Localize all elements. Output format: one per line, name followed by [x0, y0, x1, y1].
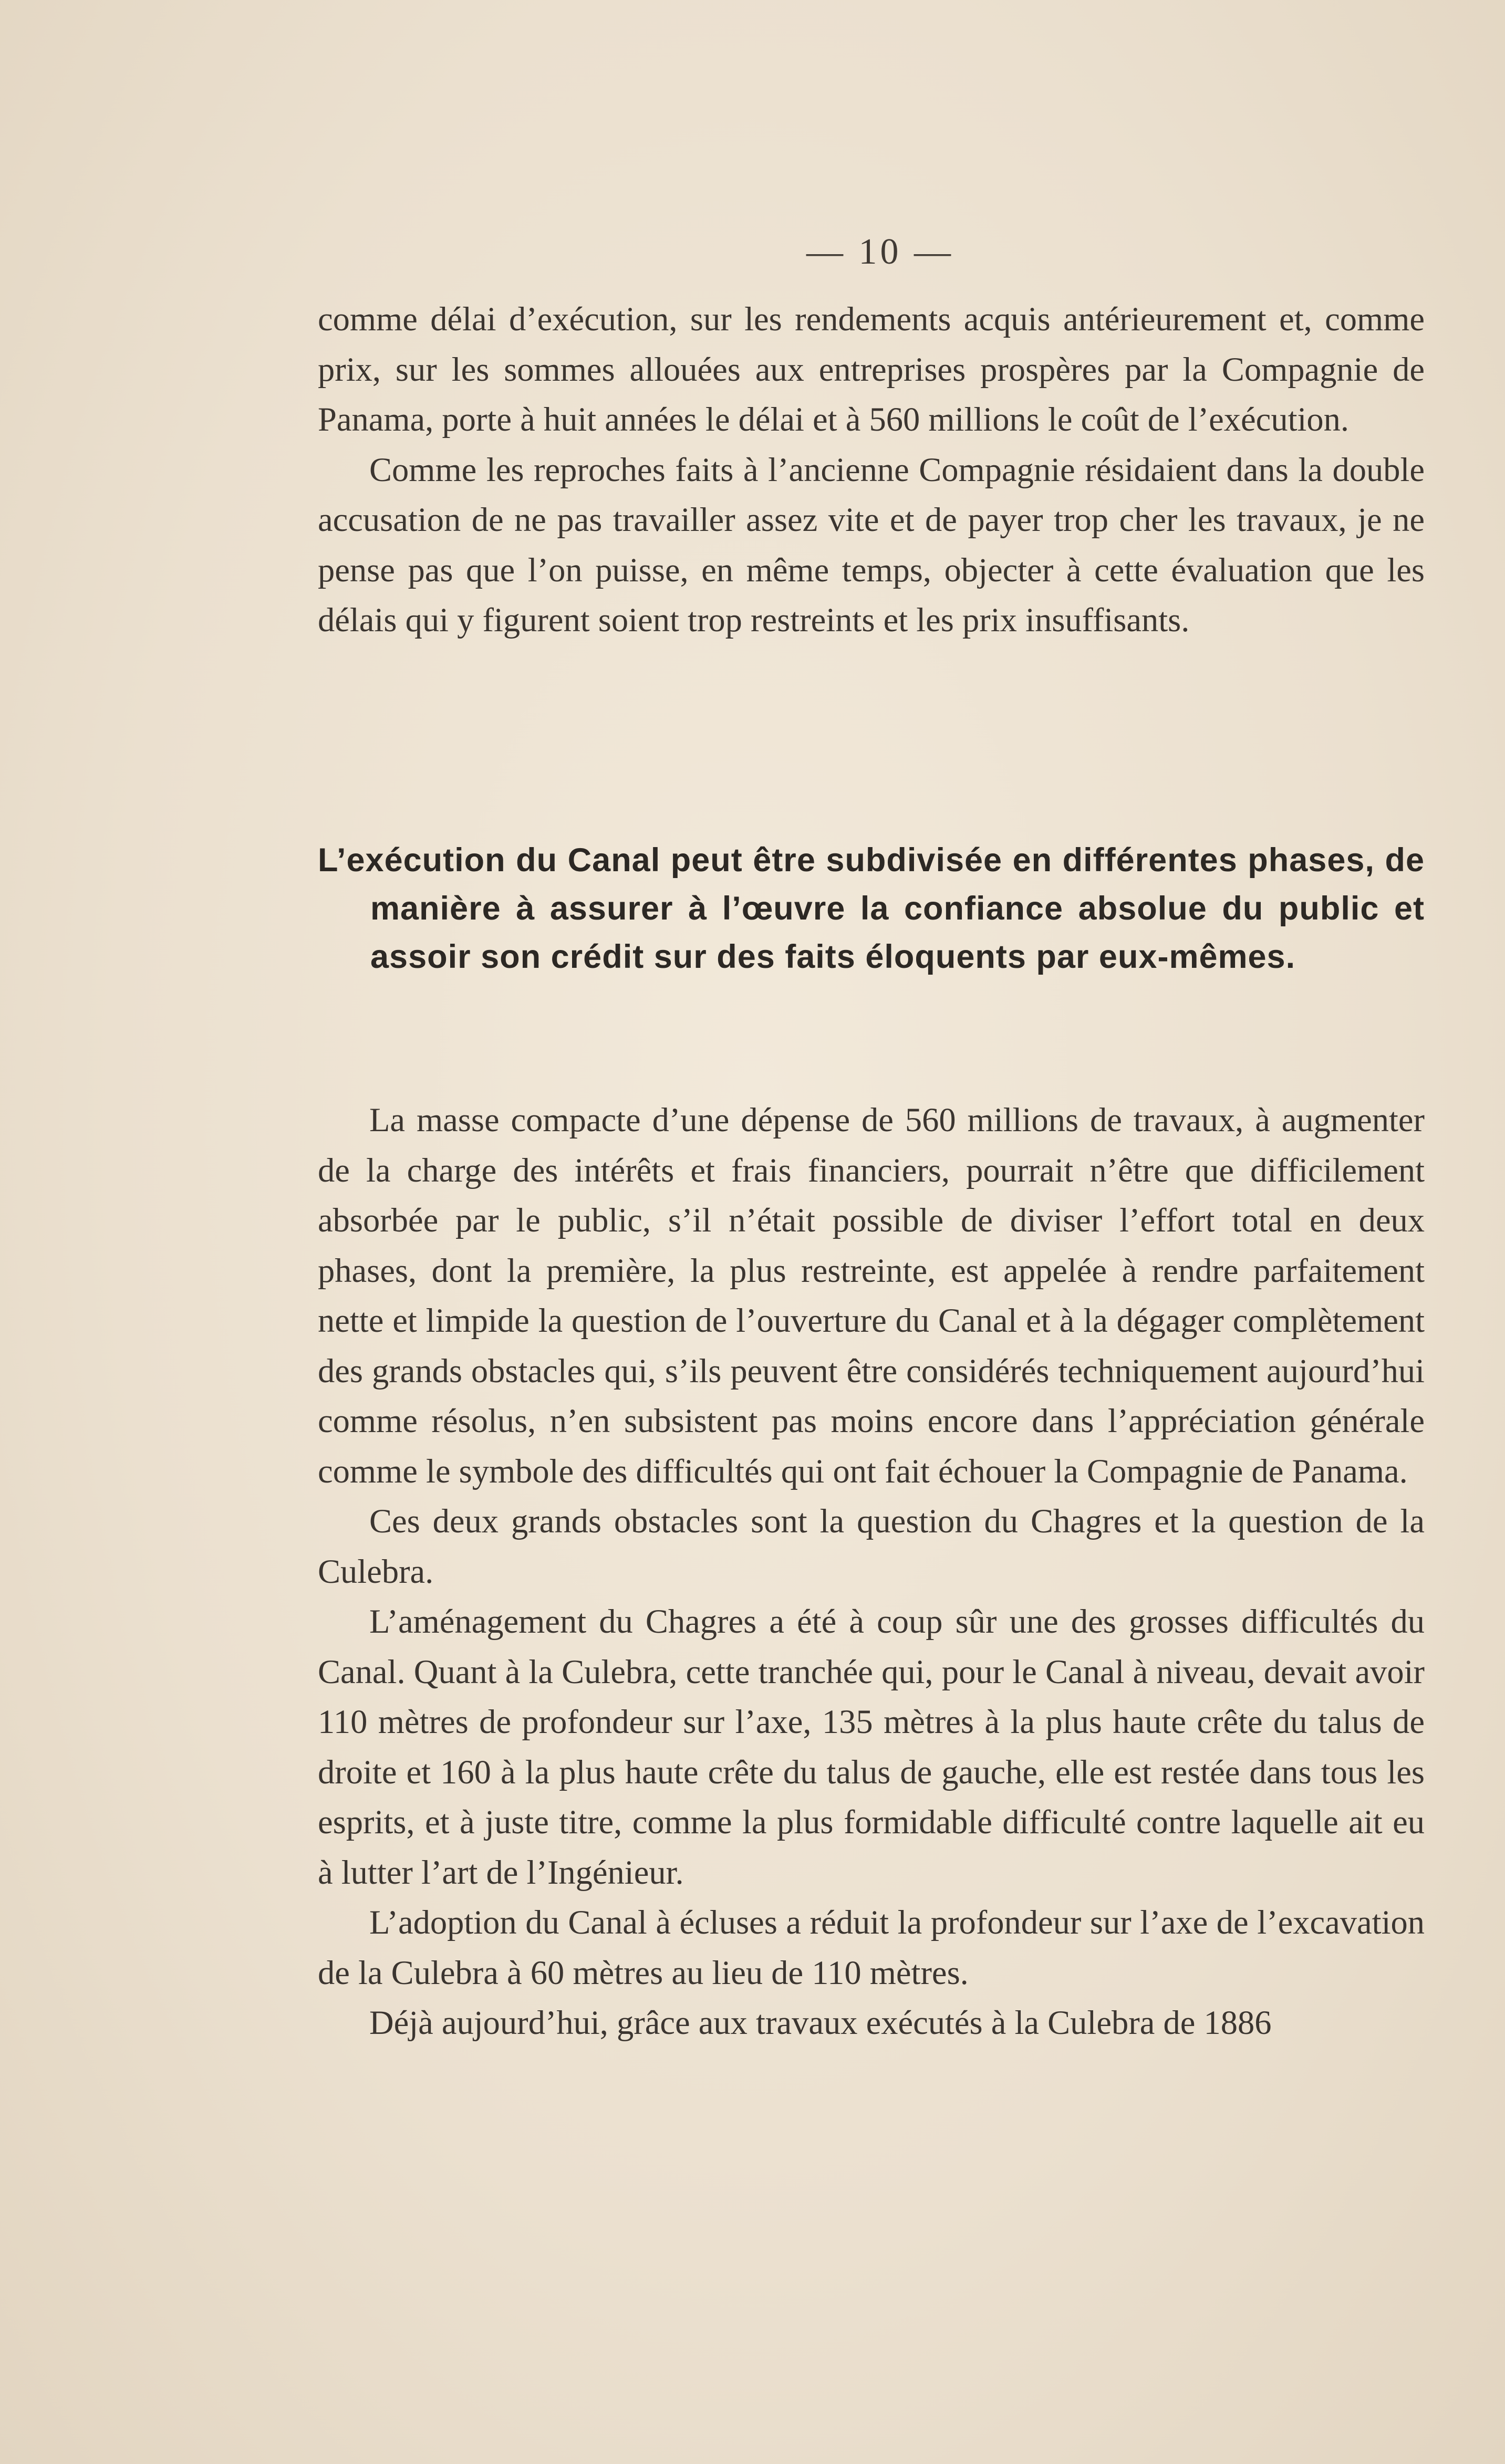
paragraph: Déjà aujourd’hui, grâce aux travaux exécutés à la Culebra de 1886	[369, 2004, 1272, 2041]
paragraph: comme délai d’exécution, sur les rendements acquis antérieurement et, comme prix, sur les sommes allouées aux entreprises prospères par la Compagnie de Panama, porte à huit années le délai et à 560 millions le coût de l’exécution.	[318, 300, 1425, 438]
paragraph: L’adoption du Canal à écluses a réduit la profondeur sur l’axe de l’excavation de la Culebra à 60 mètres au lieu de 110 mètres.	[318, 1904, 1425, 1991]
section-heading	[318, 836, 1425, 981]
page-number: — 10 —	[806, 232, 954, 272]
paragraph: La masse compacte d’une dépense de 560 millions de travaux, à augmenter de la charge des intérêts et frais financiers, pourrait n’être que difficilement absorbée par le public, s’il n’était possible de diviser l’effort total en deux phases, dont la première, la plus restreinte, est appelée à rendre parfaitement nette et limpide la question de l’ouverture du Canal et à la dégager complètement des grands obstacles qui, s’ils peuvent être considérés techniquement aujourd’hui comme résolus, n’en subsistent pas moins encore dans l’appréciation générale comme le symbole des difficultés qui ont fait échouer la Compagnie de Panama.	[318, 1101, 1425, 1490]
paragraph: Ces deux grands obstacles sont la question du Chagres et la question de la Culebra.	[318, 1502, 1425, 1590]
text-block-bottom	[318, 1095, 1425, 2048]
paragraph: Comme les reproches faits à l’ancienne Compagnie résidaient dans la double accusation de ne pas travailler assez vite et de payer trop cher les travaux, je ne pense pas que l’on puisse, en même temps, objecter à cette évaluation que les délais qui y figurent soient trop restreints et les prix insuffisants.	[318, 451, 1425, 639]
paragraph: L’aménagement du Chagres a été à coup sûr une des grosses difficultés du Canal. Quant à la Culebra, cette tranchée qui, pour le Canal à niveau, devait avoir 110 mètres de profondeur sur l’axe, 135 mètres à la plus haute crête du talus de droite et 160 à la plus haute crête du talus de gauche, elle est restée dans tous les esprits, et à juste titre, comme la plus formidable difficulté contre laquelle ait eu à lutter l’art de l’Ingénieur.	[318, 1603, 1425, 1891]
section-heading-text: L’exécution du Canal peut être subdivisée en différentes phases, de manière à assurer à l’œuvre la confiance absolue du public et assoir son crédit sur des faits éloquents par eux-mêmes.	[318, 842, 1425, 975]
text-block-top	[318, 294, 1425, 645]
